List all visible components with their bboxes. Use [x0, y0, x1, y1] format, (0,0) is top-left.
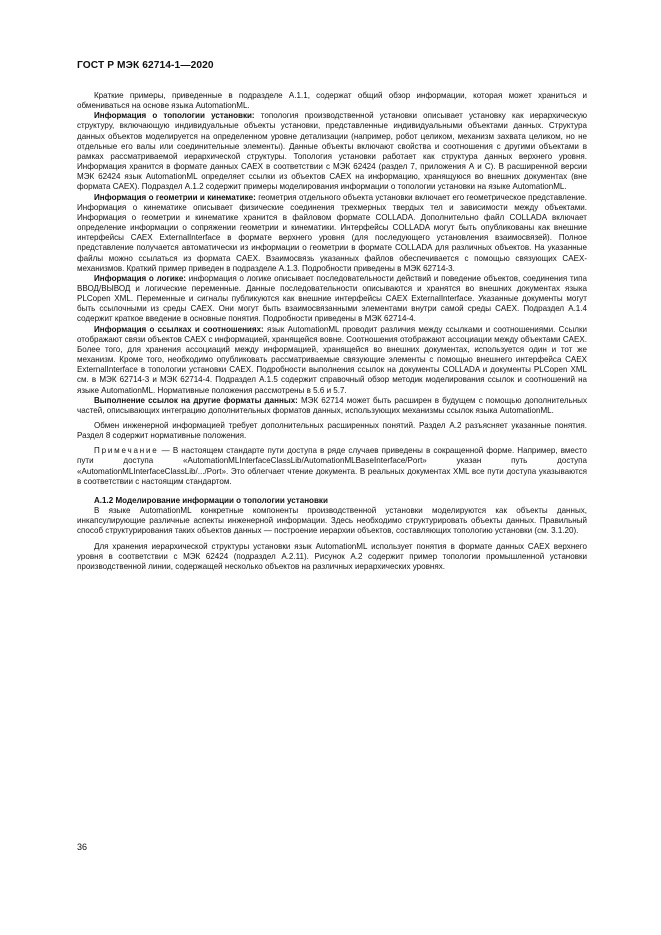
paragraph-references: Информация о ссылках и соотношениях: язык AutomationML проводит различия между ссылками и соотношениями. Ссылки отображают связи объектов CAEX с информацией, хранящейся вовне. Соотношения отображают ассоциации между объектами CAEX. Более того, для хранения ассоциаций между информацией, хранящейся во внешних документах, используется один и тот же механизм. Кроме того, необходимо опубликовать рассматриваемые связующие элементы с помощью внешнего интерфейса CAEX ExternalInterface в топологии установки CAEX. Подробности выполнения ссылок на документы COLLADA и документы PLCopen XML см. в МЭК 62714-3 и МЭК 62714-4. Подраздел А.1.5 содержит справочный обзор методик моделирования ссылок и соотношений на языке AutomationML. Нормативные положения рассмотрены в 5.6 и 5.7.: [77, 324, 587, 395]
note-label: Примечание: [94, 446, 159, 456]
paragraph-logic: Информация о логике: информация о логике описывает последовательности действий и поведение объектов, соединения типа ВВОД/ВЫВОД и логические переменные. Данные последовательности описываются и хранятся во внешних документах языка PLCopen XML. Переменные и сигналы публикуются как внешние интерфейсы CAEX ExternalInterface. Указанные документы могут быть ссылочными из среды CAEX. Они могут быть взаимосвязанными элементами внутри самой среды CAEX. Подраздел А.1.4 содержит краткое введение в основные понятия. Подробности приведены в МЭК 62714-4.: [77, 273, 587, 324]
paragraph-topology: Информация о топологии установки: топология производственной установки описывает установку как иерархическую структуру, включающую индивидуальные объекты установки, представленные индивидуальными объектами данных. Структура данных объектов моделируется на определенном уровне детализации (например, робот целиком, механизм захвата целиком, но не отдельные его валы или соединительные элементы). Данные объекты включают свойства и соотношения с другими объектами в рамках рассматриваемой иерархической структуры. Топология установки работает как структура данных верхнего уровня. Информация хранится в формате данных CAEX в соответствии с МЭК 62424 (раздел 7, приложения А и С). В расширенной версии МЭК 62424 язык AutomationML определяет ссылки из объектов CAEX на информацию, хранящуюся во внешних документах (вне формата CAEX). Подраздел А.1.2 содержит примеры моделирования информации о топологии установки на языке AutomationML.: [77, 111, 588, 192]
paragraph-exchange: Обмен инженерной информацией требует дополнительных расширенных понятий. Раздел А.2 разъясняет указанные понятия. Раздел 8 содержит нормативные положения.: [77, 421, 587, 441]
term-references: Информация о ссылках и соотношениях:: [94, 324, 264, 334]
paragraph-geometry: Информация о геометрии и кинематике: геометрия отдельного объекта установки включает его геометрическое представление. Информация о кинематике описывает физические соединения трехмерных твердых тел и зависимости между объектами. Информация о геометрии и кинематике хранится в файловом формате COLLADA. Дополнительно файл COLLADA включает определение информации о сопряжении геометрии и кинематики. Интерфейсы COLLADA могут быть опубликованы как внешние интерфейсы CAEX ExternalInterface в формате верхнего уровня (для последующего установления взаимосвязей). Полное представление получается автоматически из информации о геометрии в формате COLLADA для различных объектов. На указанные файлы можно ссылаться из формата CAEX. Взаимосвязь указанных файлов обеспечивается с помощью связующих CAEX-механизмов. Краткий пример приведен в подразделе А.1.3. Подробности приведены в МЭК 62714-3.: [77, 192, 587, 273]
paragraph-modeling: В языке AutomationML конкретные компоненты производственной установки моделируются как объекты данных, инкапсулирующие различные аспекты инженерной информации. Здесь необходимо структурировать объекты данных. Правильный способ структурирования таких объектов данных — построение иерархии объектов, составляющих топологию установки (см. 3.1.20).: [77, 506, 587, 536]
paragraph-other-formats: Выполнение ссылок на другие форматы данных: МЭК 62714 может быть расширен в будущем с помощью дополнительных частей, описывающих интеграцию дополнительных форматов данных, использующих механизмы ссылок языка AutomationML.: [77, 395, 587, 415]
term-logic: Информация о логике:: [94, 273, 186, 283]
paragraph-hierarchy: Для хранения иерархической структуры установки язык AutomationML использует понятия в формате данных CAEX верхнего уровня в соответствии с МЭК 62424 (подраздел А.2.11). Рисунок А.2 содержит пример топологии промышленной установки производственной линии, содержащей несколько объектов на различных иерархических уровнях.: [77, 541, 587, 571]
section-heading: А.1.2 Моделирование информации о топологии установки: [94, 495, 328, 505]
term-geometry: Информация о геометрии и кинематике:: [94, 192, 256, 202]
term-topology: Информация о топологии установки:: [94, 111, 255, 121]
document-body: [77, 91, 587, 572]
note: Примечание — В настоящем стандарте пути доступа в ряде случаев приведены в сокращенной форме. Например, вместо пути доступа «AutomationMLInterfaceClassLib/AutomationMLBaseInterface/Port» указан путь доступа «AutomationMLInterfaceClassLib/.../Port». Это облегчает чтение документа. В реальных документах XML все пути доступа указываются в соответствии с настоящим стандартом.: [77, 446, 587, 486]
document-header: ГОСТ Р МЭК 62714-1—2020: [77, 60, 214, 71]
page-number: 36: [77, 842, 88, 852]
paragraph-intro: Краткие примеры, приведенные в подразделе А.1.1, содержат общий обзор информации, которая может храниться и обмениваться на основе языка AutomationML.: [77, 91, 587, 111]
term-other-formats: Выполнение ссылок на другие форматы данных:: [94, 395, 298, 405]
